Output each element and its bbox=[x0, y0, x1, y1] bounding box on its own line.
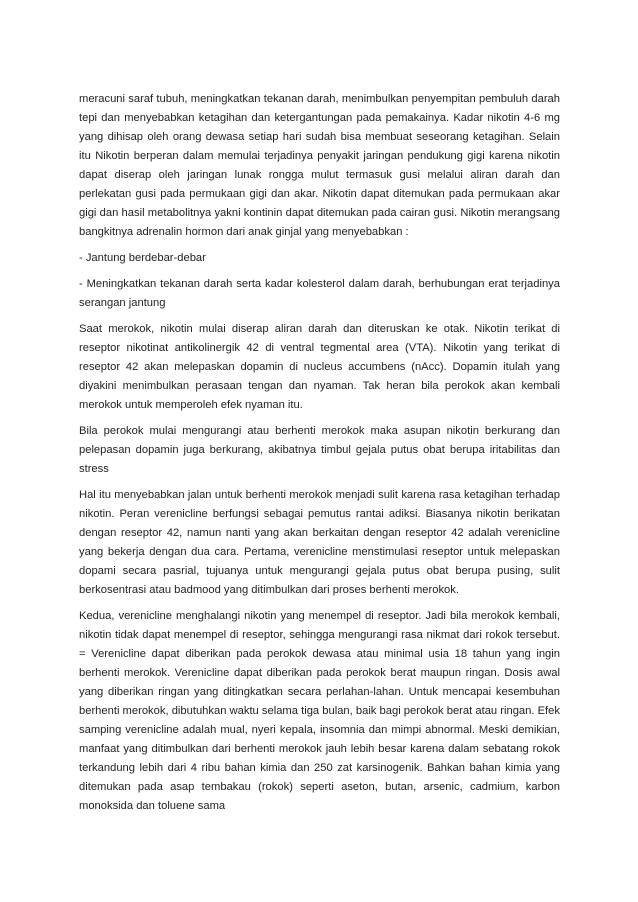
paragraph-smoking-brain: Saat merokok, nikotin mulai diserap aliran darah dan diteruskan ke otak. Nikotin terikat di reseptor nikotinat antikolinergik 42 di ventral tegmental area (VTA). Nikotin yang terikat di reseptor 42 akan melepaskan dopamin di nucleus accumbens (nAcc). Dopamin itulah yang diyakini menimbulkan perasaan tengan dan nyaman. Tak heran bila perokok akan kembali merokok untuk memperoleh efek nyaman itu. bbox=[79, 323, 560, 411]
list-item-heart-palpitations: - Jantung berdebar-debar bbox=[79, 252, 206, 264]
document-body bbox=[79, 90, 560, 823]
list-item-blood-pressure: - Meningkatkan tekanan darah serta kadar kolesterol dalam darah, berhubungan erat terjadinya serangan jantung bbox=[79, 278, 560, 309]
paragraph-withdrawal: Bila perokok mulai mengurangi atau berhenti merokok maka asupan nikotin berkurang dan pelepasan dopamin juga berkurang, akibatnya timbul gejala putus obat berupa iritabilitas dan stress bbox=[79, 425, 560, 475]
paragraph-verenicline-second: Kedua, verenicline menghalangi nikotin yang menempel di reseptor. Jadi bila merokok kembali, nikotin tidak dapat menempel di reseptor, sehingga mengurangi rasa nikmat dari rokok tersebut. = Verenicline dapat diberikan pada perokok dewasa atau minimal usia 18 tahun yang ingin berhenti merokok. Verenicline dapat diberikan pada perokok berat maupun ringan. Dosis awal yang diberikan ringan yang ditingkatkan secara perlahan-lahan. Untuk mencapai kesembuhan berhenti merokok, dibutuhkan waktu selama tiga bulan, baik bagi perokok berat atau ringan. Efek samping verenicline adalah mual, nyeri kepala, insomnia dan mimpi abnormal. Meski demikian, manfaat yang ditimbulkan dari berhenti merokok jauh lebih besar karena dalam sebatang rokok terkandung lebih dari 4 ribu bahan kimia dan 250 zat karsinogenik. Bahkan bahan kimia yang ditemukan pada asap tembakau (rokok) seperti aseton, butan, arsenic, cadmium, karbon monoksida dan toluene sama bbox=[79, 610, 560, 812]
paragraph-verenicline-first: Hal itu menyebabkan jalan untuk berhenti merokok menjadi sulit karena rasa ketagihan terhadap nikotin. Peran verenicline berfungsi sebagai pemutus rantai adiksi. Biasanya nikotin berikatan dengan reseptor 42, namun nanti yang akan berkaitan dengan reseptor 42 adalah verenicline yang bekerja dengan dua cara. Pertama, verenicline menstimulasi reseptor untuk melepaskan dopami secara pasrial, tujuanya untuk mengurangi gejala putus obat berupa pusing, sulit berkosentrasi atau badmood yang ditimbulkan dari proses berhenti merokok. bbox=[79, 489, 560, 596]
paragraph-nicotine-effects: meracuni saraf tubuh, meningkatkan tekanan darah, menimbulkan penyempitan pembuluh darah tepi dan menyebabkan ketagihan dan ketergantungan pada pemakainya. Kadar nikotin 4-6 mg yang dihisap oleh orang dewasa setiap hari sudah bisa membuat seseorang ketagihan. Selain itu Nikotin berperan dalam memulai terjadinya penyakit jaringan pendukung gigi karena nikotin dapat diserap oleh jaringan lunak rongga mulut termasuk gusi melalui aliran darah dan perlekatan gusi pada permukaan gigi dan akar. Nikotin dapat ditemukan pada permukaan akar gigi dan hasil metabolitnya yakni kontinin dapat ditemukan pada cairan gusi. Nikotin merangsang bangkitnya adrenalin hormon dari anak ginjal yang menyebabkan : bbox=[79, 93, 560, 238]
